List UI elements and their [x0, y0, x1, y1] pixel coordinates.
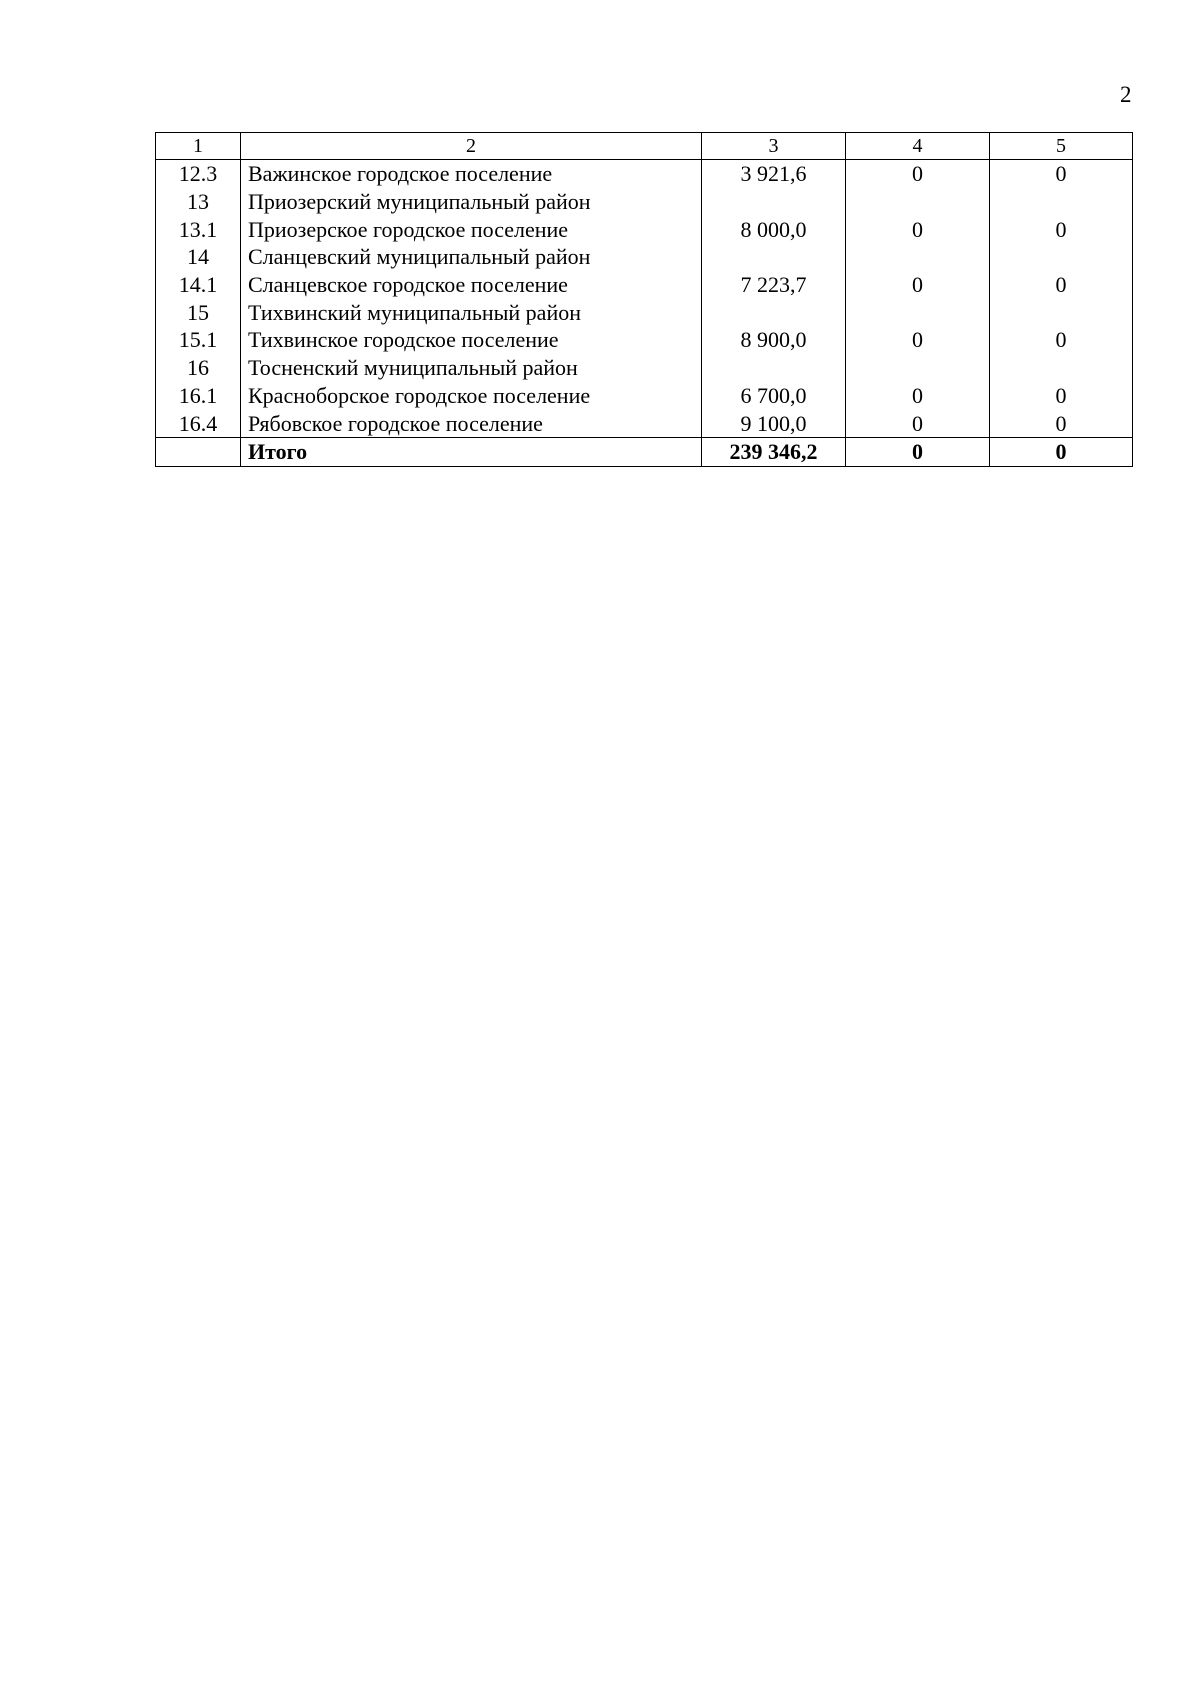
- total-row: [156, 437, 1133, 466]
- row-number: 15.1: [156, 326, 241, 354]
- row-amount: 9 100,0: [702, 409, 846, 437]
- row-name: Рябовское городское поселение: [241, 409, 702, 437]
- row-amount: [702, 354, 846, 382]
- total-col4: 0: [846, 437, 990, 466]
- row-col4: [846, 188, 990, 216]
- column-header-2: 2: [241, 133, 702, 160]
- row-name: Сланцевский муниципальный район: [241, 243, 702, 271]
- row-name: Тихвинский муниципальный район: [241, 298, 702, 326]
- table-row: [156, 243, 1133, 271]
- row-name: Приозерское городское поселение: [241, 215, 702, 243]
- total-col5: 0: [990, 437, 1133, 466]
- table-row: [156, 298, 1133, 326]
- table-row: [156, 271, 1133, 299]
- row-number: 16: [156, 354, 241, 382]
- table-row: [156, 188, 1133, 216]
- table-row: [156, 160, 1133, 188]
- table-row: [156, 326, 1133, 354]
- row-col4: 0: [846, 409, 990, 437]
- total-number: [156, 437, 241, 466]
- column-header-4: 4: [846, 133, 990, 160]
- page-number: 2: [1120, 82, 1132, 107]
- row-amount: 8 900,0: [702, 326, 846, 354]
- row-col5: 0: [990, 326, 1133, 354]
- row-col4: 0: [846, 382, 990, 410]
- total-label: Итого: [241, 437, 702, 466]
- row-col4: 0: [846, 271, 990, 299]
- row-col5: [990, 243, 1133, 271]
- row-col4: 0: [846, 326, 990, 354]
- row-number: 12.3: [156, 160, 241, 188]
- table-row: [156, 354, 1133, 382]
- row-col5: 0: [990, 409, 1133, 437]
- row-amount: 3 921,6: [702, 160, 846, 188]
- row-name: Приозерский муниципальный район: [241, 188, 702, 216]
- row-col5: 0: [990, 271, 1133, 299]
- row-col5: [990, 298, 1133, 326]
- row-number: 16.4: [156, 409, 241, 437]
- row-name: Красноборское городское поселение: [241, 382, 702, 410]
- table-row: [156, 382, 1133, 410]
- row-amount: 6 700,0: [702, 382, 846, 410]
- column-header-5: 5: [990, 133, 1133, 160]
- row-number: 13.1: [156, 215, 241, 243]
- row-number: 13: [156, 188, 241, 216]
- column-header-3: 3: [702, 133, 846, 160]
- table-header-row: [156, 133, 1133, 160]
- row-number: 16.1: [156, 382, 241, 410]
- row-col4: 0: [846, 160, 990, 188]
- row-col4: [846, 298, 990, 326]
- row-col5: [990, 354, 1133, 382]
- budget-table: [155, 132, 1133, 467]
- row-amount: 7 223,7: [702, 271, 846, 299]
- row-number: 14: [156, 243, 241, 271]
- row-number: 15: [156, 298, 241, 326]
- row-col4: [846, 243, 990, 271]
- row-number: 14.1: [156, 271, 241, 299]
- row-name: Сланцевское городское поселение: [241, 271, 702, 299]
- row-amount: [702, 243, 846, 271]
- row-amount: 8 000,0: [702, 215, 846, 243]
- row-col5: 0: [990, 382, 1133, 410]
- row-name: Тосненский муниципальный район: [241, 354, 702, 382]
- table-row: [156, 215, 1133, 243]
- row-amount: [702, 298, 846, 326]
- row-name: Важинское городское поселение: [241, 160, 702, 188]
- table-row: [156, 409, 1133, 437]
- column-header-1: 1: [156, 133, 241, 160]
- row-col5: 0: [990, 160, 1133, 188]
- row-amount: [702, 188, 846, 216]
- total-amount: 239 346,2: [702, 437, 846, 466]
- row-name: Тихвинское городское поселение: [241, 326, 702, 354]
- row-col5: [990, 188, 1133, 216]
- row-col5: 0: [990, 215, 1133, 243]
- row-col4: [846, 354, 990, 382]
- row-col4: 0: [846, 215, 990, 243]
